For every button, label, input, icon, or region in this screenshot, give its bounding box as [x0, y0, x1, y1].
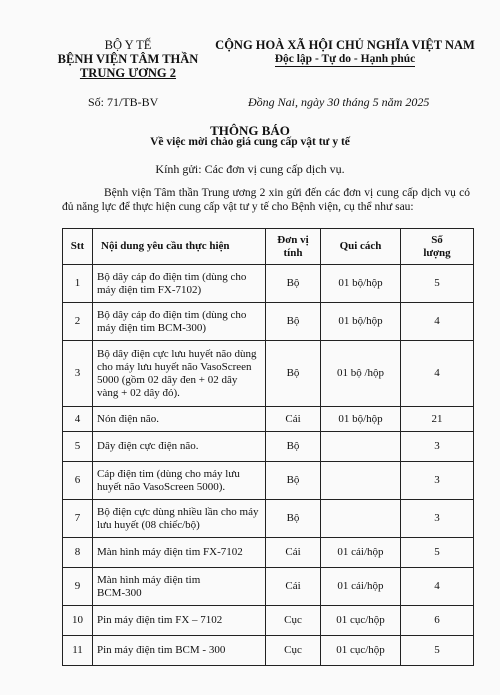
cell-unit: Bộ	[266, 265, 321, 303]
cell-spec: 01 bộ/hộp	[321, 303, 401, 341]
cell-spec: 01 cục/hộp	[321, 606, 401, 636]
cell-unit: Bộ	[266, 462, 321, 500]
header-qty	[401, 229, 474, 265]
cell-stt: 2	[63, 303, 93, 341]
cell-qty: 4	[401, 568, 474, 606]
table-row	[63, 462, 474, 500]
cell-qty: 5	[401, 265, 474, 303]
cell-unit: Bộ	[266, 432, 321, 462]
header-qty-line1: Số	[431, 233, 443, 246]
table-row	[63, 538, 474, 568]
national-header	[205, 38, 485, 66]
cell-qty: 4	[401, 303, 474, 341]
table-row	[63, 500, 474, 538]
cell-spec: 01 cái/hộp	[321, 568, 401, 606]
cell-content: Màn hình máy điện tim FX-7102	[93, 538, 266, 568]
header-qty-line2: lượng	[423, 246, 451, 259]
national-motto-wrap	[205, 52, 485, 66]
hospital-level: TRUNG ƯƠNG 2	[79, 66, 177, 80]
document-title: THÔNG BÁO	[210, 123, 290, 138]
cell-stt: 6	[63, 462, 93, 500]
cell-qty: 4	[401, 341, 474, 407]
cell-qty: 3	[401, 462, 474, 500]
table-row	[63, 341, 474, 407]
cell-qty: 5	[401, 636, 474, 666]
cell-stt: 9	[63, 568, 93, 606]
cell-stt: 3	[63, 341, 93, 407]
cell-spec	[321, 432, 401, 462]
national-motto: Độc lập - Tự do - Hạnh phúc	[274, 53, 416, 65]
cell-stt: 7	[63, 500, 93, 538]
document-date: Đồng Nai, ngày 30 tháng 5 năm 2025	[248, 95, 430, 109]
cell-unit: Cục	[266, 606, 321, 636]
cell-unit: Cục	[266, 636, 321, 666]
intro-paragraph: Bệnh viện Tâm thần Trung ương 2 xin gửi đến các đơn vị cung cấp dịch vụ có đủ năng lực để thực hiện cung cấp vật tư y tế cho Bệnh viện, cụ thể như sau:	[62, 187, 470, 213]
cell-spec: 01 bộ/hộp	[321, 407, 401, 432]
cell-spec: 01 cục/hộp	[321, 636, 401, 666]
cell-spec: 01 cái/hộp	[321, 538, 401, 568]
cell-stt: 10	[63, 606, 93, 636]
cell-content: Bộ điện cực dùng nhiều lần cho máy lưu huyết (08 chiếc/bộ)	[93, 500, 266, 538]
cell-unit: Cái	[266, 568, 321, 606]
table-row	[63, 303, 474, 341]
table-row	[63, 407, 474, 432]
cell-content: Màn hình máy điện tim BCM-300	[93, 568, 266, 606]
cell-stt: 8	[63, 538, 93, 568]
cell-unit: Cái	[266, 538, 321, 568]
cell-spec: 01 bộ /hộp	[321, 341, 401, 407]
cell-qty: 21	[401, 407, 474, 432]
cell-unit: Bộ	[266, 341, 321, 407]
header-stt: Stt	[63, 229, 93, 265]
cell-qty: 6	[401, 606, 474, 636]
table-row	[63, 568, 474, 606]
cell-unit: Cái	[266, 407, 321, 432]
cell-content: Dây điện cực điện não.	[93, 432, 266, 462]
document-subject: Về việc mời chào giá cung cấp vật tư y tế	[150, 136, 350, 148]
cell-content: Nón điện não.	[93, 407, 266, 432]
table-row	[63, 265, 474, 303]
header-content: Nội dung yêu cầu thực hiện	[93, 229, 266, 265]
cell-qty: 3	[401, 432, 474, 462]
table-row	[63, 606, 474, 636]
cell-qty: 3	[401, 500, 474, 538]
cell-stt: 1	[63, 265, 93, 303]
cell-content: Bộ dây cáp đo điện tim (dùng cho máy điện tim FX-7102)	[93, 265, 266, 303]
cell-content: Pin máy điện tim FX – 7102	[93, 606, 266, 636]
ministry-name: BỘ Y TẾ	[104, 38, 152, 52]
header-unit	[266, 229, 321, 265]
cell-stt: 4	[63, 407, 93, 432]
header-unit-line1: Đơn vị	[277, 233, 309, 246]
cell-content: Pin máy điện tim BCM - 300	[93, 636, 266, 666]
cell-qty: 5	[401, 538, 474, 568]
cell-spec	[321, 500, 401, 538]
header-spec: Qui cách	[321, 229, 401, 265]
table-row	[63, 636, 474, 666]
cell-content: Bộ dây điện cực lưu huyết não dùng cho máy lưu huyết não VasoScreen 5000 (gồm 02 dây đen + 02 dây vàng + 02 dây đỏ).	[93, 341, 266, 407]
cell-spec	[321, 462, 401, 500]
nation-title: CỘNG HOÀ XÃ HỘI CHỦ NGHĨA VIỆT NAM	[215, 38, 475, 52]
table-row	[63, 432, 474, 462]
cell-stt: 11	[63, 636, 93, 666]
header-unit-line2: tính	[283, 246, 303, 259]
hospital-name: BỆNH VIỆN TÂM THẦN	[57, 52, 199, 66]
cell-content: Cáp điện tim (dùng cho máy lưu huyết não VasoScreen 5000).	[93, 462, 266, 500]
cell-stt: 5	[63, 432, 93, 462]
cell-content: Bộ dây cáp đo điện tim (dùng cho máy điện tim BCM-300)	[93, 303, 266, 341]
table-header-row	[63, 229, 474, 265]
cell-unit: Bộ	[266, 303, 321, 341]
cell-unit: Bộ	[266, 500, 321, 538]
items-table	[62, 228, 474, 666]
recipient-line: Kính gửi: Các đơn vị cung cấp dịch vụ.	[155, 162, 345, 176]
issuing-organization	[48, 38, 208, 80]
document-number: Số: 71/TB-BV	[88, 95, 159, 109]
cell-spec: 01 bộ/hộp	[321, 265, 401, 303]
